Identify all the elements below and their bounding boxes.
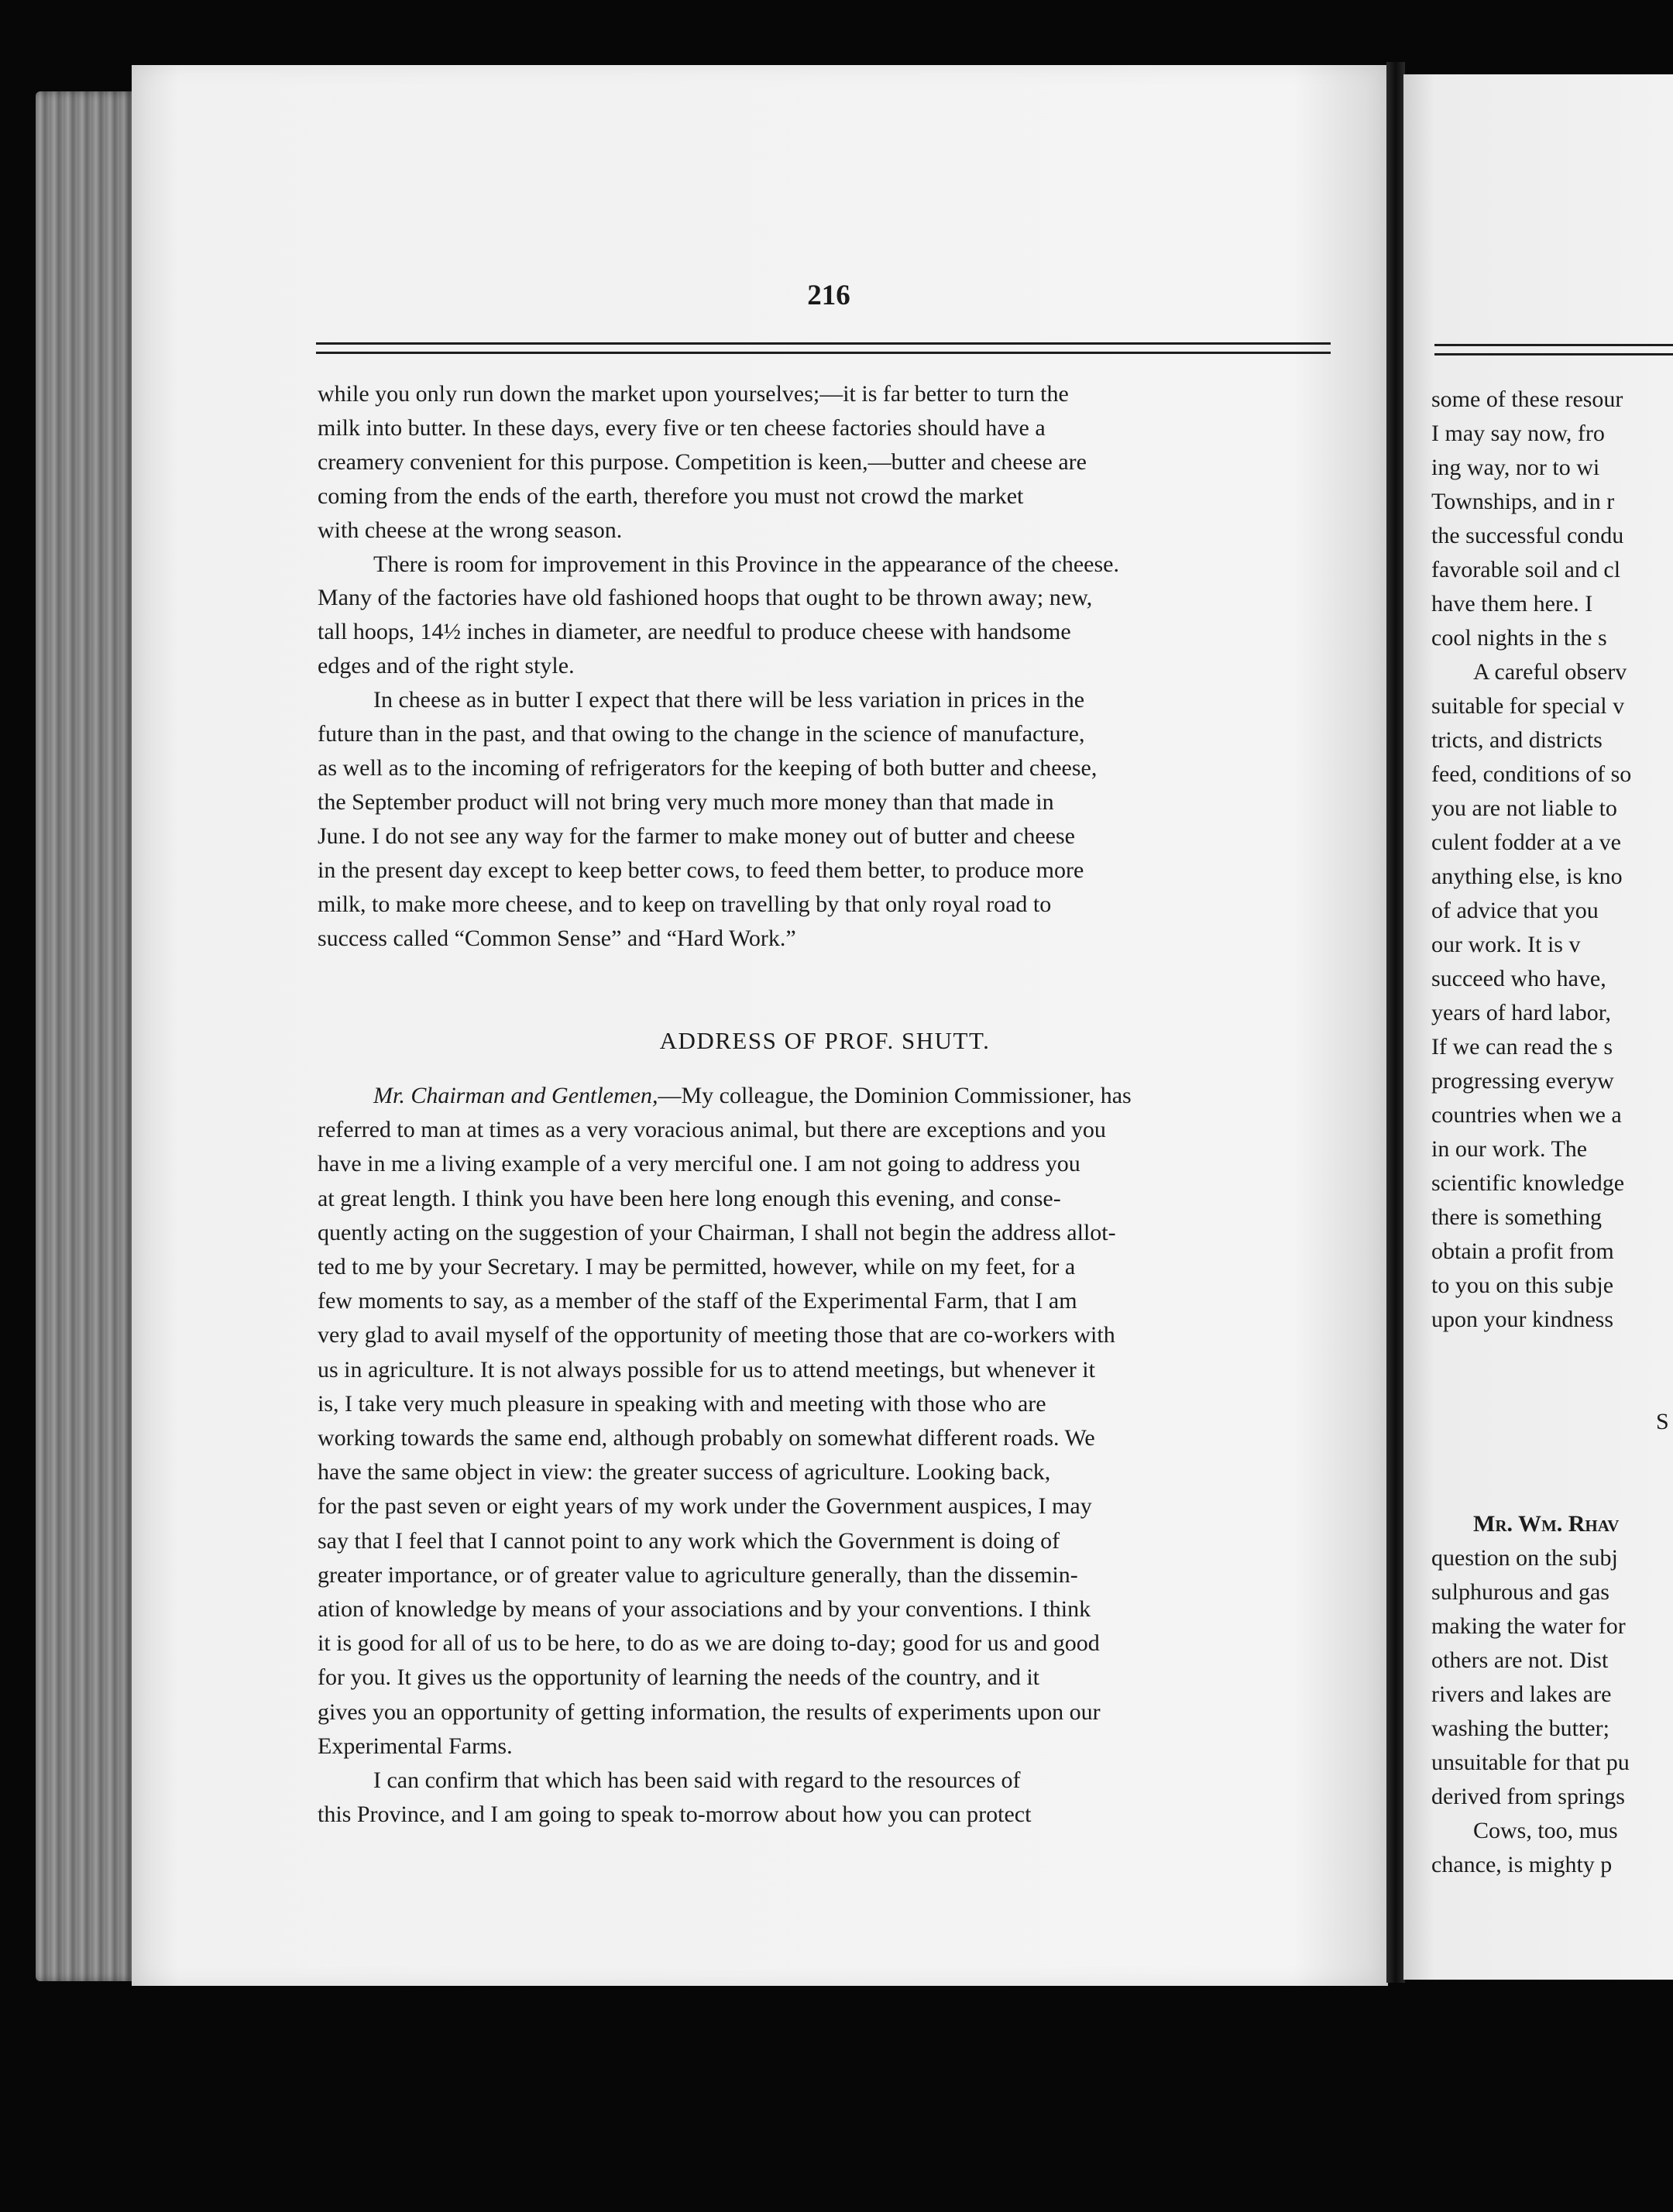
text-line: as well as to the incoming of refrigerators for the keeping of both butter and cheese, bbox=[318, 754, 1098, 781]
text-line: there is something bbox=[1431, 1204, 1602, 1230]
address-body bbox=[318, 1079, 1348, 1832]
text-line: Mr. Wm. Rhav bbox=[1473, 1511, 1620, 1537]
paragraph-hoops bbox=[318, 548, 1332, 684]
text-line: anything else, is kno bbox=[1431, 864, 1623, 889]
text-line: have the same object in view: the greater success of agriculture. Looking back, bbox=[318, 1459, 1051, 1486]
header-rule-left bbox=[316, 342, 1331, 354]
text-line: the successful condu bbox=[1431, 523, 1624, 548]
text-line: In cheese as in butter I expect that there will be less variation in prices in the bbox=[373, 687, 1085, 713]
text-line: upon your kindness bbox=[1431, 1307, 1613, 1332]
text-line: making the water for bbox=[1431, 1613, 1626, 1639]
section-gap bbox=[1431, 1439, 1673, 1507]
right-page-body bbox=[1431, 383, 1673, 1882]
text-line: some of these resour bbox=[1431, 386, 1623, 412]
text-line: of advice that you bbox=[1431, 898, 1599, 923]
text-span: —My colleague, the Dominion Commissioner, has bbox=[658, 1083, 1132, 1108]
text-line: suitable for special v bbox=[1431, 693, 1625, 719]
section-heading-fragment: S bbox=[1656, 1409, 1669, 1434]
text-line: at great length. I think you have been here long enough this evening, and conse- bbox=[318, 1185, 1061, 1211]
text-line: Many of the factories have old fashioned hoops that ought to be thrown away; new, bbox=[318, 585, 1093, 611]
text-line: with cheese at the wrong season. bbox=[318, 517, 623, 543]
header-rule-right bbox=[1434, 344, 1673, 356]
text-line: favorable soil and cl bbox=[1431, 557, 1621, 582]
text-line: cool nights in the s bbox=[1431, 625, 1607, 651]
salutation: Mr. Chairman and Gentlemen, bbox=[373, 1083, 658, 1108]
text-line: our work. It is v bbox=[1431, 932, 1581, 957]
text-line: If we can read the s bbox=[1431, 1034, 1613, 1060]
text-line: sulphurous and gas bbox=[1431, 1579, 1609, 1605]
text-line: Townships, and in r bbox=[1431, 489, 1615, 514]
text-line: referred to man at times as a very voracious animal, but there are exceptions and you bbox=[318, 1117, 1106, 1143]
text-line: tricts, and districts bbox=[1431, 727, 1603, 753]
paragraph-address-resources bbox=[318, 1764, 1348, 1832]
text-line: derived from springs bbox=[1431, 1784, 1625, 1809]
text-line: culent fodder at a ve bbox=[1431, 830, 1621, 855]
text-line: say that I feel that I cannot point to any work which the Government is doing of bbox=[318, 1527, 1060, 1554]
text-line: working towards the same end, although probably on somewhat different roads. We bbox=[318, 1425, 1095, 1451]
text-line: you are not liable to bbox=[1431, 795, 1617, 821]
text-line: for the past seven or eight years of my work under the Government auspices, I may bbox=[318, 1493, 1092, 1520]
text-line bbox=[318, 1079, 1348, 1113]
book-spine bbox=[36, 91, 136, 1981]
text-line: countries when we a bbox=[1431, 1102, 1622, 1128]
text-line: is, I take very much pleasure in speaking with and meeting with those who are bbox=[318, 1390, 1046, 1417]
text-line: this Province, and I am going to speak to-morrow about how you can protect bbox=[318, 1802, 1032, 1828]
text-line: Cows, too, mus bbox=[1473, 1818, 1618, 1843]
text-line: Experimental Farms. bbox=[318, 1733, 513, 1759]
text-line: us in agriculture. It is not always possible for us to attend meetings, but whenever it bbox=[318, 1356, 1095, 1382]
text-line: very glad to avail myself of the opportunity of meeting those that are co-workers with bbox=[318, 1322, 1115, 1348]
left-page-body bbox=[318, 377, 1332, 955]
text-line: question on the subj bbox=[1431, 1545, 1618, 1571]
text-line: progressing everyw bbox=[1431, 1068, 1614, 1094]
text-line: succeed who have, bbox=[1431, 966, 1606, 991]
paragraph-prices bbox=[318, 683, 1332, 955]
paragraph-market bbox=[318, 377, 1332, 548]
text-line: ted to me by your Secretary. I may be permitted, however, while on my feet, for a bbox=[318, 1254, 1076, 1280]
paragraph-address-intro bbox=[318, 1079, 1348, 1764]
text-line: in our work. The bbox=[1431, 1136, 1588, 1162]
text-line: coming from the ends of the earth, therefore you must not crowd the market bbox=[318, 483, 1024, 509]
text-line: few moments to say, as a member of the staff of the Experimental Farm, that I am bbox=[318, 1288, 1077, 1314]
page-number: 216 bbox=[807, 280, 850, 311]
text-line: rivers and lakes are bbox=[1431, 1681, 1612, 1707]
text-line: the September product will not bring very much more money than that made in bbox=[318, 788, 1054, 815]
text-line: for you. It gives us the opportunity of learning the needs of the country, and it bbox=[318, 1664, 1040, 1691]
text-line: future than in the past, and that owing to the change in the science of manufacture, bbox=[318, 721, 1085, 747]
text-line: quently acting on the suggestion of your Chairman, I shall not begin the address allot- bbox=[318, 1219, 1116, 1245]
text-line: I can confirm that which has been said with regard to the resources of bbox=[373, 1767, 1021, 1794]
text-line: edges and of the right style. bbox=[318, 653, 575, 679]
text-line: others are not. Dist bbox=[1431, 1647, 1609, 1673]
page-gutter bbox=[1386, 62, 1405, 1983]
text-line: while you only run down the market upon yourselves;—it is far better to turn the bbox=[318, 381, 1069, 407]
text-line: have in me a living example of a very merciful one. I am not going to address you bbox=[318, 1151, 1080, 1177]
text-line: I may say now, fro bbox=[1431, 421, 1605, 446]
section-heading: ADDRESS OF PROF. SHUTT. bbox=[659, 1027, 991, 1054]
text-line: in the present day except to keep better cows, to feed them better, to produce more bbox=[318, 857, 1084, 883]
text-line: milk into butter. In these days, every five or ten cheese factories should have a bbox=[318, 414, 1046, 441]
text-line: washing the butter; bbox=[1431, 1716, 1609, 1741]
text-line: greater importance, or of greater value to agriculture generally, than the dissemin- bbox=[318, 1561, 1078, 1588]
text-line: tall hoops, 14½ inches in diameter, are needful to produce cheese with handsome bbox=[318, 619, 1071, 645]
text-line: years of hard labor, bbox=[1431, 1000, 1612, 1025]
text-line: feed, conditions of so bbox=[1431, 761, 1632, 787]
text-line: unsuitable for that pu bbox=[1431, 1750, 1630, 1775]
text-line: A careful observ bbox=[1473, 659, 1627, 685]
text-line: obtain a profit from bbox=[1431, 1238, 1614, 1264]
text-line: June. I do not see any way for the farmer to make money out of butter and cheese bbox=[318, 823, 1075, 849]
text-line: chance, is mighty p bbox=[1431, 1852, 1613, 1877]
text-line: milk, to make more cheese, and to keep on travelling by that only royal road to bbox=[318, 891, 1052, 917]
text-line: There is room for improvement in this Province in the appearance of the cheese. bbox=[373, 551, 1119, 577]
text-line: it is good for all of us to be here, to do as we are doing to-day; good for us and good bbox=[318, 1630, 1100, 1657]
text-line: gives you an opportunity of getting information, the results of experiments upon our bbox=[318, 1698, 1101, 1725]
text-line: ation of knowledge by means of your associations and by your conventions. I think bbox=[318, 1596, 1091, 1623]
text-line: scientific knowledge bbox=[1431, 1170, 1625, 1196]
text-line: success called “Common Sense” and “Hard Work.” bbox=[318, 925, 796, 951]
section-gap bbox=[1431, 1337, 1673, 1405]
text-line: to you on this subje bbox=[1431, 1273, 1614, 1298]
text-line: have them here. I bbox=[1431, 591, 1593, 617]
text-line: creamery convenient for this purpose. Competition is keen,—butter and cheese are bbox=[318, 448, 1087, 475]
text-line: ing way, nor to wi bbox=[1431, 455, 1600, 480]
